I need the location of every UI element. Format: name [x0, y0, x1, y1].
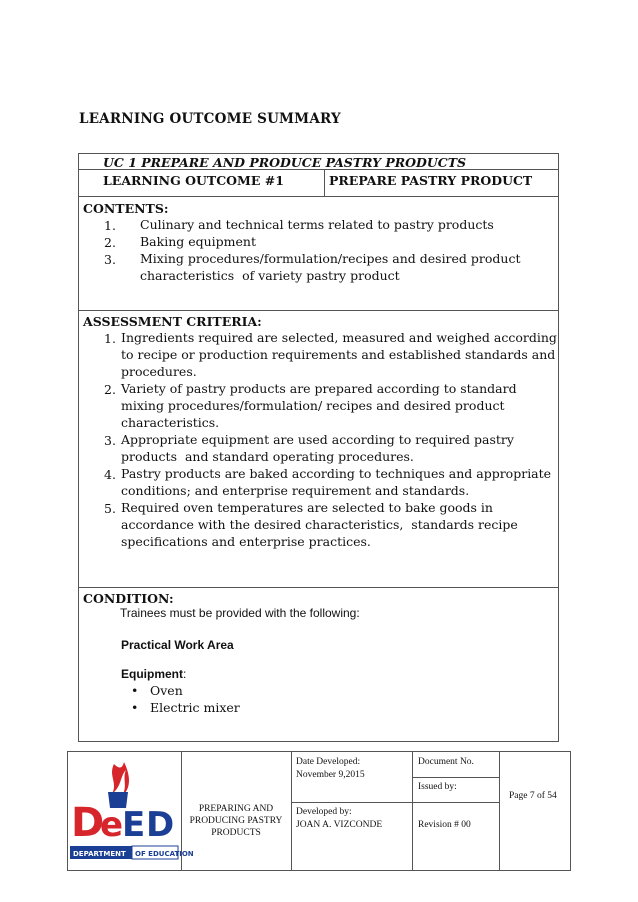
- table-divider: [78, 587, 559, 588]
- equipment-label-colon: :: [183, 667, 187, 681]
- contents-item: Baking equipment: [140, 234, 257, 249]
- assessment-item-line: products and standard operating procedures.: [121, 449, 414, 464]
- deped-logo: [68, 752, 194, 870]
- logo-subtitle-mid: OF EDUCATION: [135, 850, 194, 858]
- condition-intro: Trainees must be provided with the following:: [120, 606, 360, 620]
- assessment-item-line: to recipe or production requirements and established standards and: [121, 347, 556, 362]
- assessment-item-line: mixing procedures/formulation/ recipes and desired product: [121, 398, 505, 413]
- assessment-item-line: characteristics.: [121, 415, 220, 430]
- bullet-icon: •: [131, 683, 139, 698]
- assessment-item-line: conditions; and enterprise requirement and standards.: [121, 483, 470, 498]
- equipment-item: Electric mixer: [150, 700, 240, 715]
- assessment-item-number: 5.: [104, 501, 116, 516]
- contents-item-number: 3.: [104, 252, 116, 267]
- page-title: LEARNING OUTCOME SUMMARY: [79, 111, 341, 127]
- module-title-line: PRODUCTS: [211, 828, 261, 838]
- assessment-item-line: Variety of pastry products are prepared according to standard: [121, 381, 517, 396]
- date-developed-label: Date Developed:: [296, 757, 361, 767]
- developed-by-label: Developed by:: [296, 807, 352, 817]
- assessment-heading: ASSESSMENT CRITERIA:: [83, 314, 262, 329]
- logo-subtitle-left: DEPARTMENT: [73, 850, 126, 858]
- footer-divider: [412, 777, 499, 778]
- date-developed-value: November 9,2015: [296, 770, 365, 780]
- module-title-line: PREPARING AND: [198, 804, 274, 814]
- assessment-item-line: Pastry products are baked according to techniques and appropriate: [121, 466, 552, 481]
- assessment-item-line: Appropriate equipment are used according to required pastry: [121, 432, 514, 447]
- unit-title: UC 1 PREPARE AND PRODUCE PASTRY PRODUCTS: [103, 155, 467, 170]
- svg-text:D: D: [146, 805, 175, 845]
- issued-by-label: Issued by:: [418, 782, 457, 792]
- contents-item: characteristics of variety pastry product: [140, 268, 400, 283]
- learning-outcome-value: PREPARE PASTRY PRODUCT: [329, 173, 533, 188]
- assessment-item-number: 3.: [104, 433, 116, 448]
- bullet-icon: •: [131, 700, 139, 715]
- contents-item: Culinary and technical terms related to pastry products: [140, 217, 494, 232]
- contents-item-number: 1.: [104, 218, 116, 233]
- assessment-item-line: accordance with the desired characteristics, standards recipe: [121, 517, 518, 532]
- assessment-item-line: specifications and enterprise practices.: [121, 534, 371, 549]
- condition-area: Practical Work Area: [121, 638, 234, 652]
- equipment-item: Oven: [150, 683, 183, 698]
- assessment-item-line: Ingredients required are selected, measured and weighed according: [121, 330, 557, 345]
- table-divider: [78, 310, 559, 311]
- svg-text:e: e: [100, 805, 124, 845]
- module-title: [181, 803, 291, 839]
- assessment-item-number: 2.: [104, 382, 116, 397]
- footer-divider: [499, 751, 500, 871]
- footer-divider: [291, 751, 292, 871]
- table-divider: [324, 169, 325, 196]
- developer-name: JOAN A. VIZCONDE: [296, 820, 383, 830]
- assessment-item-line: Required oven temperatures are selected to bake goods in: [121, 500, 493, 515]
- assessment-item-number: 4.: [104, 467, 116, 482]
- svg-text:E: E: [122, 805, 146, 845]
- equipment-label: Equipment: [121, 667, 183, 681]
- document-no-label: Document No.: [418, 757, 474, 767]
- svg-text:D: D: [71, 800, 105, 846]
- equipment-label-row: [121, 666, 186, 683]
- contents-heading: CONTENTS:: [83, 201, 169, 216]
- revision-number: Revision # 00: [418, 820, 471, 830]
- contents-item-number: 2.: [104, 235, 116, 250]
- module-title-line: PRODUCING PASTRY: [189, 816, 283, 826]
- assessment-item-number: 1.: [104, 331, 116, 346]
- assessment-item-line: procedures.: [121, 364, 197, 379]
- table-divider: [78, 196, 559, 197]
- learning-outcome-label: LEARNING OUTCOME #1: [103, 173, 284, 188]
- footer-divider: [291, 802, 499, 803]
- page-number: Page 7 of 54: [509, 791, 557, 801]
- contents-item: Mixing procedures/formulation/recipes and desired product: [140, 251, 521, 266]
- condition-heading: CONDITION:: [83, 591, 174, 606]
- footer-divider: [412, 751, 413, 871]
